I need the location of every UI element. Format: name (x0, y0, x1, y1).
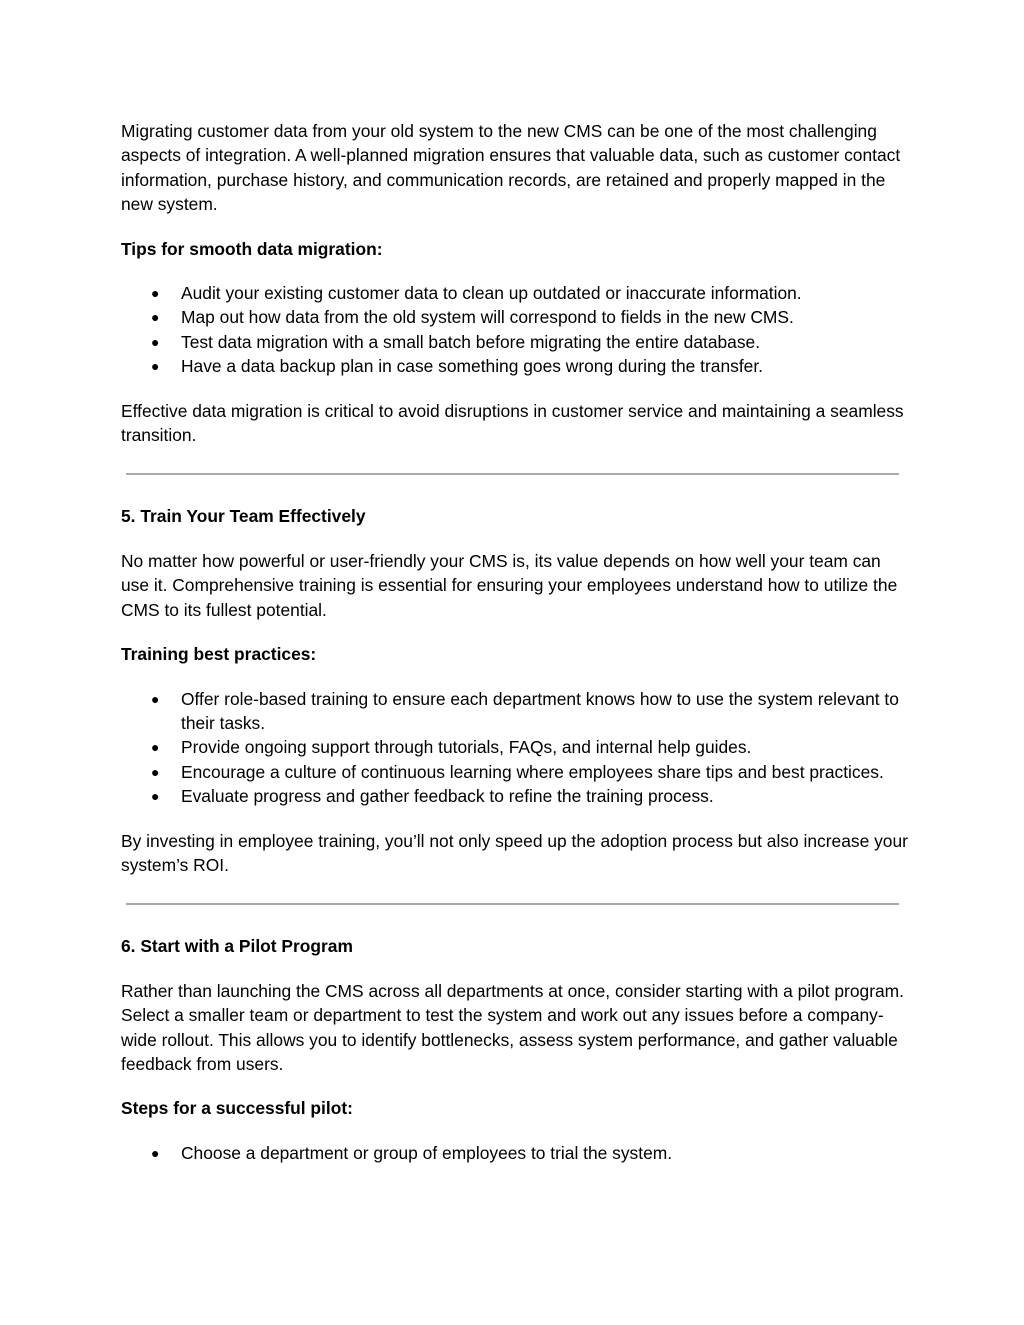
list-item (121, 760, 911, 784)
bullet-icon: ● (151, 333, 160, 350)
section-divider (126, 903, 899, 905)
document-page (121, 119, 911, 1185)
list-item (121, 1141, 911, 1165)
list-item (121, 281, 911, 305)
train-team-closing-paragraph: By investing in employee training, you’ll not only speed up the adoption process but also increase your system’s ROI. (121, 830, 908, 875)
steps-list (121, 1141, 911, 1165)
list-item-text: Choose a department or group of employees to trial the system. (181, 1142, 673, 1163)
pilot-program-paragraph: Rather than launching the CMS across all departments at once, consider starting with a pilot program. Select a smaller team or department to test the system and work out any issues before a company-wide rollout. This allows you to identify bottlenecks, assess system performance, and gather valuable feedback from users. (121, 980, 904, 1074)
section-divider (126, 473, 899, 475)
list-item-text: Test data migration with a small batch before migrating the entire database. (181, 331, 761, 352)
practices-list (121, 687, 911, 809)
intro-paragraph: Migrating customer data from your old system to the new CMS can be one of the most challenging aspects of integration. A well-planned migration ensures that valuable data, such as customer contact information, purchase history, and communication records, are retained and properly mapped in the new system. (121, 121, 901, 215)
bullet-icon: ● (151, 690, 160, 707)
train-team-paragraph: No matter how powerful or user-friendly your CMS is, its value depends on how well your team can use it. Comprehensive training is essential for ensuring your employees understand how to utilize the CMS to its fullest potential. (121, 550, 898, 620)
tips-heading: Tips for smooth data migration: (121, 238, 383, 259)
list-item (121, 330, 911, 354)
tips-list (121, 281, 911, 379)
list-item-text: Audit your existing customer data to clean up outdated or inaccurate information. (181, 283, 802, 304)
list-item (121, 784, 911, 808)
section-heading-train-team: 5. Train Your Team Effectively (121, 506, 366, 527)
bullet-icon: ● (151, 788, 160, 805)
list-item (121, 687, 911, 736)
list-item (121, 305, 911, 329)
bullet-icon: ● (151, 763, 160, 780)
list-item-text: Provide ongoing support through tutorials, FAQs, and internal help guides. (181, 737, 752, 758)
bullet-icon: ● (151, 309, 160, 326)
list-item-text: Encourage a culture of continuous learning where employees share tips and best practices. (181, 761, 884, 782)
list-item-text: Map out how data from the old system will correspond to fields in the new CMS. (181, 307, 794, 328)
list-item (121, 354, 911, 378)
steps-heading: Steps for a successful pilot: (121, 1098, 353, 1119)
list-item-text: Evaluate progress and gather feedback to refine the training process. (181, 786, 714, 807)
bullet-icon: ● (151, 739, 160, 756)
intro-closing-paragraph: Effective data migration is critical to avoid disruptions in customer service and maintaining a seamless transition. (121, 400, 904, 446)
list-item (121, 735, 911, 759)
bullet-icon: ● (151, 358, 160, 375)
section-heading-pilot-program: 6. Start with a Pilot Program (121, 936, 353, 957)
bullet-icon: ● (151, 1144, 160, 1161)
list-item-text: Offer role-based training to ensure each department knows how to use the system relevant to their tasks. (181, 688, 899, 733)
list-item-text: Have a data backup plan in case something goes wrong during the transfer. (181, 356, 763, 377)
practices-heading: Training best practices: (121, 644, 317, 665)
bullet-icon: ● (151, 285, 160, 302)
